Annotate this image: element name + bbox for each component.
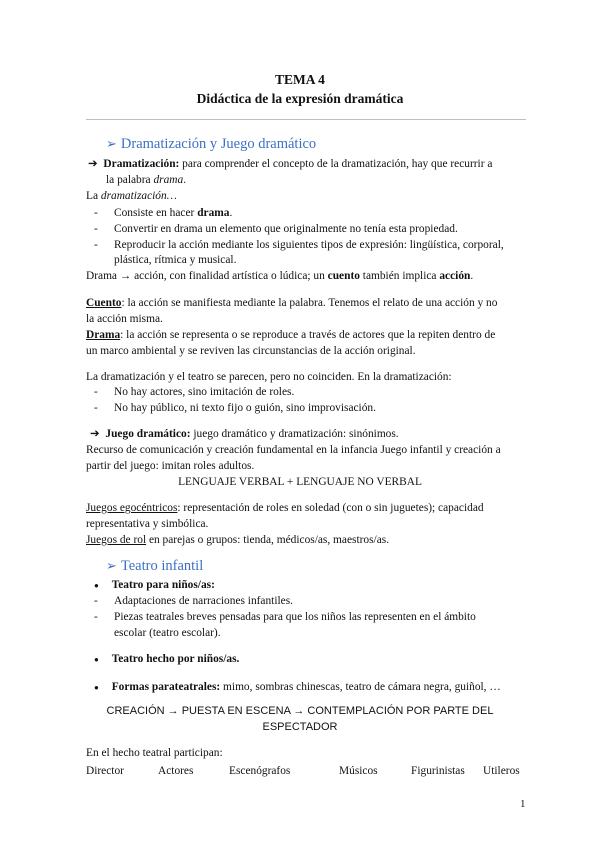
drama-definition-cont: un marco ambiental y se reviven las circunstancias de la acción original.: [86, 345, 416, 357]
list-item-text: No hay actores, sino imitación de roles.: [114, 386, 295, 398]
juegos-egocentricos-definition: Juegos egocéntricos: representación de roles en soledad (con o sin juguetes); capacidad: [86, 502, 484, 514]
list-item: -: [94, 611, 98, 623]
bullet-icon: ●: [94, 655, 99, 664]
parecen-line: La dramatización y el teatro se parecen, pero no coinciden. En la dramatización:: [86, 371, 452, 383]
list-item: -: [94, 402, 98, 414]
arrow-bullet-icon: ➔: [88, 158, 98, 170]
teatro-por-ninos-item: ● Teatro hecho por niños/as.: [94, 653, 240, 665]
page-title: TEMA 4: [275, 72, 325, 87]
bullet-icon: ●: [94, 581, 99, 590]
list-item-text: Adaptaciones de narraciones infantiles.: [114, 595, 294, 607]
role-musicos: Músicos: [339, 765, 378, 777]
lenguaje-line: LENGUAJE VERBAL + LENGUAJE NO VERBAL: [178, 476, 422, 488]
section-heading-dramatizacion: ➢ Dramatización y Juego dramático: [106, 136, 317, 152]
role-utileros: Utileros: [483, 765, 520, 777]
list-item-text: Consiste en hacer drama.: [114, 207, 233, 219]
teatro-para-ninos-item: ● Teatro para niños/as:: [94, 579, 215, 591]
participan-line: En el hecho teatral participan:: [86, 747, 223, 759]
arrowhead-icon: ➢: [106, 136, 117, 151]
creacion-flow-line-cont: ESPECTADOR: [262, 721, 338, 733]
arrow-bullet-icon: ➔: [90, 428, 100, 440]
page-number: 1: [520, 798, 526, 810]
juegos-egocentricos-cont: representativa y simbólica.: [86, 518, 209, 530]
drama-accion-line: Drama → acción, con finalidad artística o lúdica; un cuento también implica acción.: [86, 270, 474, 282]
list-item: -: [94, 239, 98, 251]
dramatizacion-definition-cont: la palabra drama.: [106, 174, 187, 186]
header-divider: [86, 119, 526, 120]
list-item-text: No hay público, ni texto fijo o guión, sino improvisación.: [114, 402, 376, 414]
list-item-text: Reproducir la acción mediante los siguientes tipos de expresión: lingüística, corporal,: [114, 239, 504, 251]
list-item: -: [94, 386, 98, 398]
list-item: -: [94, 223, 98, 235]
list-item-text: Piezas teatrales breves pensadas para que los niños las representen en el ámbito: [114, 611, 476, 623]
list-item-text-cont: escolar (teatro escolar).: [114, 627, 221, 639]
list-item: -: [94, 595, 98, 607]
cuento-definition: Cuento: la acción se manifiesta mediante la palabra. Tenemos el relato de una acción y no: [86, 297, 498, 309]
creacion-flow-line: CREACIÓN → PUESTA EN ESCENA → CONTEMPLACIÓN POR PARTE DEL: [106, 705, 494, 717]
arrowhead-icon: ➢: [106, 558, 117, 573]
juegos-de-rol-definition: Juegos de rol en parejas o grupos: tienda, médicos/as, maestros/as.: [86, 534, 390, 546]
role-director: Director: [86, 765, 124, 777]
section-heading-teatro-infantil: ➢ Teatro infantil: [106, 558, 204, 574]
list-item-text-cont: plástica, rítmica y musical.: [114, 254, 237, 266]
role-actores: Actores: [158, 765, 194, 777]
list-item-text: Convertir en drama un elemento que originalmente no tenía esta propiedad.: [114, 223, 458, 235]
bullet-icon: ●: [94, 683, 99, 692]
la-dramatizacion-line: La dramatización…: [86, 190, 177, 202]
page-subtitle: Didáctica de la expresión dramática: [196, 91, 404, 106]
recurso-line-cont: partir del juego: imitan roles adultos.: [86, 460, 255, 472]
cuento-definition-cont: la acción misma.: [86, 313, 163, 325]
role-figurinistas: Figurinistas: [411, 765, 465, 777]
dramatizacion-definition: ➔ Dramatización: para comprender el concepto de la dramatización, hay que recurrir a: [88, 158, 493, 170]
formas-parateatrales-item: ● Formas parateatrales: mimo, sombras chinescas, teatro de cámara negra, guiñol, …: [94, 681, 501, 693]
list-item: -: [94, 207, 98, 219]
role-escenografos: Escenógrafos: [229, 765, 291, 777]
recurso-line: Recurso de comunicación y creación fundamental en la infancia Juego infantil y creación a: [86, 444, 501, 456]
juego-dramatico-definition: ➔ Juego dramático: juego dramático y dramatización: sinónimos.: [90, 428, 399, 440]
drama-definition: Drama: la acción se representa o se reproduce a través de actores que la repiten dentro de: [86, 329, 496, 341]
